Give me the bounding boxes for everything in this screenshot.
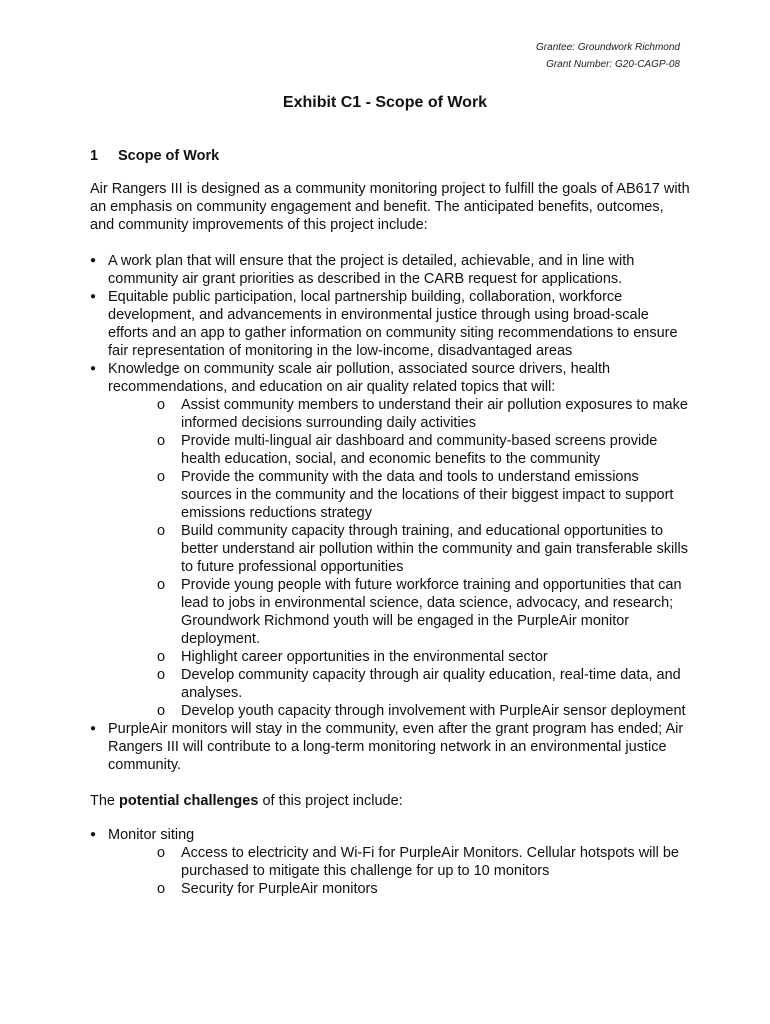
grantee-line: Grantee: Groundwork Richmond — [536, 42, 680, 53]
sublist-item: o Build community capacity through training, and educational opportunities to better understand air pollution within the community and gain transferable skills to future professional opportunities — [181, 522, 690, 576]
challenges-emphasis: potential challenges — [119, 793, 259, 809]
section-heading — [90, 147, 690, 165]
grant-number-line: Grant Number: G20-CAGP-08 — [546, 59, 680, 70]
challenges-suffix: of this project include: — [258, 793, 403, 809]
list-item-text: Knowledge on community scale air pollution, associated source drivers, health recommendations, and education on air quality related topics that will: — [108, 361, 611, 395]
sublist-item: o Provide the community with the data and tools to understand emissions sources in the community and the locations of their biggest impact to support emissions reductions strategy — [181, 468, 690, 522]
sublist-item: o Provide young people with future workforce training and opportunities that can lead to jobs in environmental science, data science, advocacy, and research; Groundwork Richmond youth will be engaged in the PurpleAir monitor deployment. — [181, 576, 690, 648]
challenges-list — [90, 826, 690, 898]
list-item-text: Monitor siting — [108, 827, 195, 843]
section-title: Scope of Work — [118, 148, 220, 164]
sublist-item: o Develop youth capacity through involvement with PurpleAir sensor deployment — [181, 702, 690, 720]
sublist-item: o Security for PurpleAir monitors — [181, 880, 690, 898]
challenges-prefix: The — [90, 793, 120, 809]
benefits-list — [90, 252, 690, 774]
challenges-intro — [90, 792, 690, 810]
list-item: ● Equitable public participation, local partnership building, collaboration, workforce development, and advancements in environmental justice through using broad-scale efforts and an app to gather information on community siting recommendations to ensure fair representation of monitoring in the low-income, disadvantaged areas — [90, 288, 690, 360]
sublist-item: o Access to electricity and Wi-Fi for PurpleAir Monitors. Cellular hotspots will be purchased to mitigate this challenge for up to 10 monitors — [181, 844, 690, 880]
sublist-item: o Develop community capacity through air quality education, real-time data, and analyses. — [181, 666, 690, 702]
document-title: Exhibit C1 - Scope of Work — [282, 94, 488, 111]
list-item: ● PurpleAir monitors will stay in the community, even after the grant program has ended; Air Rangers III will contribute to a long-term monitoring network in an environmental justice community. — [90, 720, 690, 774]
list-item — [90, 826, 690, 898]
document-header — [536, 39, 680, 73]
sublist-item: o Highlight career opportunities in the environmental sector — [181, 648, 690, 666]
section-number: 1 — [90, 148, 99, 164]
sublist-item: o Provide multi-lingual air dashboard and community-based screens provide health education, social, and economic benefits to the community — [181, 432, 690, 468]
sublist-item: o Assist community members to understand their air pollution exposures to make informed decisions surrounding daily activities — [181, 396, 690, 432]
intro-paragraph: Air Rangers III is designed as a community monitoring project to fulfill the goals of AB617 with an emphasis on community engagement and benefit. The anticipated benefits, outcomes, and community improvements of this project include: — [90, 181, 690, 233]
document-body — [90, 147, 690, 898]
siting-sublist — [108, 844, 690, 898]
knowledge-sublist — [108, 396, 690, 720]
list-item — [90, 360, 690, 720]
list-item: ● A work plan that will ensure that the project is detailed, achievable, and in line with community air grant priorities as described in the CARB request for applications. — [90, 252, 690, 288]
